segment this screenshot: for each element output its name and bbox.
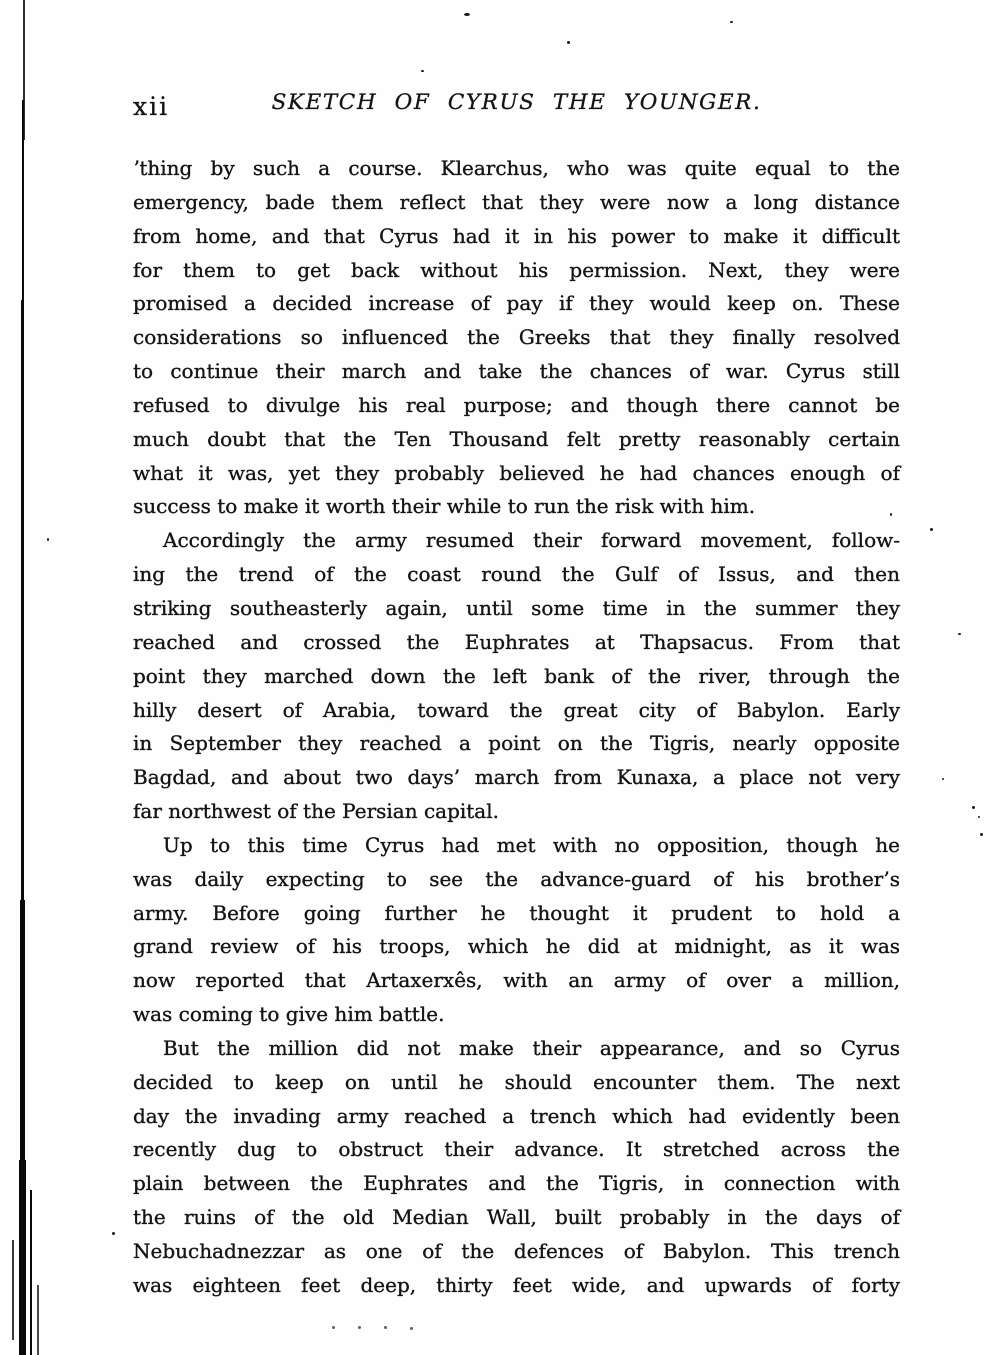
text-line: from home, and that Cyrus had it in his power to make it difficult <box>133 223 900 248</box>
scan-dot <box>332 1326 335 1329</box>
text-line: emergency, bade them reflect that they were now a long distance <box>133 189 900 214</box>
text-line: was daily expecting to see the advance-guard of his brother’s <box>133 866 900 891</box>
text-line: grand review of his troops, which he did at midnight, as it was <box>133 934 900 959</box>
text-line: striking southeasterly again, until some time in the summer they <box>133 595 900 620</box>
text-line: far northwest of the Persian capital. <box>133 799 499 824</box>
text-line: for them to get back without his permission. Next, they were <box>133 257 900 282</box>
text-line: was eighteen feet deep, thirty feet wide, and upwards of forty <box>133 1272 900 1297</box>
text-line: Nebuchadnezzar as one of the defences of Babylon. This trench <box>133 1239 900 1263</box>
binding-line-segment <box>21 300 24 620</box>
scan-speck <box>730 21 733 23</box>
text-line: ing the trend of the coast round the Gulf of Issus, and then <box>133 562 900 587</box>
text-line: what it was, yet they probably believed he had chances enough of <box>133 460 900 485</box>
scan-speck <box>464 13 470 16</box>
text-line: much doubt that the Ten Thousand felt pretty reasonably certain <box>133 426 900 451</box>
text-line: Bagdad, and about two days’ march from Kunaxa, a place not very <box>133 765 900 790</box>
text-line: to continue their march and take the chances of war. Cyrus still <box>133 359 900 384</box>
text-line: reached and crossed the Euphrates at Thapsacus. From that <box>133 629 900 654</box>
running-title: SKETCH OF CYRUS THE YOUNGER. <box>271 90 762 115</box>
text-line: But the million did not make their appearance, and so Cyrus <box>163 1035 900 1060</box>
scan-dot <box>384 1326 387 1329</box>
text-line: considerations so influenced the Greeks that they finally resolved <box>133 325 900 350</box>
scan-speck <box>978 816 980 818</box>
text-line: in September they reached a point on the Tigris, nearly opposite <box>133 731 900 756</box>
text-line: day the invading army reached a trench which had evidently been <box>133 1103 900 1128</box>
binding-line-segment <box>20 900 25 1170</box>
text-line: promised a decided increase of pay if they would keep on. These <box>133 291 900 316</box>
text-line: ʼthing by such a course. Klearchus, who was quite equal to the <box>133 156 900 180</box>
scan-speck <box>421 70 424 72</box>
text-line: plain between the Euphrates and the Tigris, in connection with <box>133 1171 900 1196</box>
binding-line-segment <box>19 1160 26 1355</box>
page-number: xii <box>133 92 170 121</box>
scan-dot <box>358 1326 361 1329</box>
text-line: decided to keep on until he should encounter them. The next <box>133 1069 900 1094</box>
text-line: was coming to give him battle. <box>133 1002 445 1027</box>
text-line: refused to divulge his real purpose; and though there cannot be <box>133 392 900 417</box>
scan-speck <box>567 41 570 44</box>
scan-speck <box>980 833 983 836</box>
binding-line-segment <box>21 610 24 910</box>
running-head <box>133 88 900 128</box>
text-line: success to make it worth their while to run the risk with him. <box>133 494 756 519</box>
scan-dot <box>410 1327 413 1330</box>
scan-speck <box>942 778 944 780</box>
scan-speck <box>958 633 961 635</box>
text-line: now reported that Artaxerxês, with an army of over a million, <box>133 968 900 993</box>
binding-line-segment <box>22 100 24 310</box>
scan-speck <box>930 528 933 531</box>
binding-line-segment <box>30 1190 32 1355</box>
text-line: hilly desert of Arabia, toward the great city of Babylon. Early <box>133 697 900 722</box>
binding-line-segment <box>12 1240 14 1340</box>
text-line: Up to this time Cyrus had met with no opposition, though he <box>163 832 900 857</box>
body-text <box>133 152 900 1303</box>
scan-speck <box>47 538 49 541</box>
text-line: recently dug to obstruct their advance. It stretched across the <box>133 1137 900 1162</box>
scan-speck <box>890 513 892 516</box>
scan-speck <box>972 806 975 809</box>
text-line: the ruins of the old Median Wall, built probably in the days of <box>133 1205 900 1230</box>
scan-speck <box>112 1232 115 1235</box>
text-line: Accordingly the army resumed their forward movement, follow- <box>163 528 900 553</box>
binding-line-segment <box>37 1285 39 1355</box>
text-line: army. Before going further he thought it prudent to hold a <box>133 900 900 925</box>
text-line: point they marched down the left bank of the river, through the <box>133 663 900 688</box>
